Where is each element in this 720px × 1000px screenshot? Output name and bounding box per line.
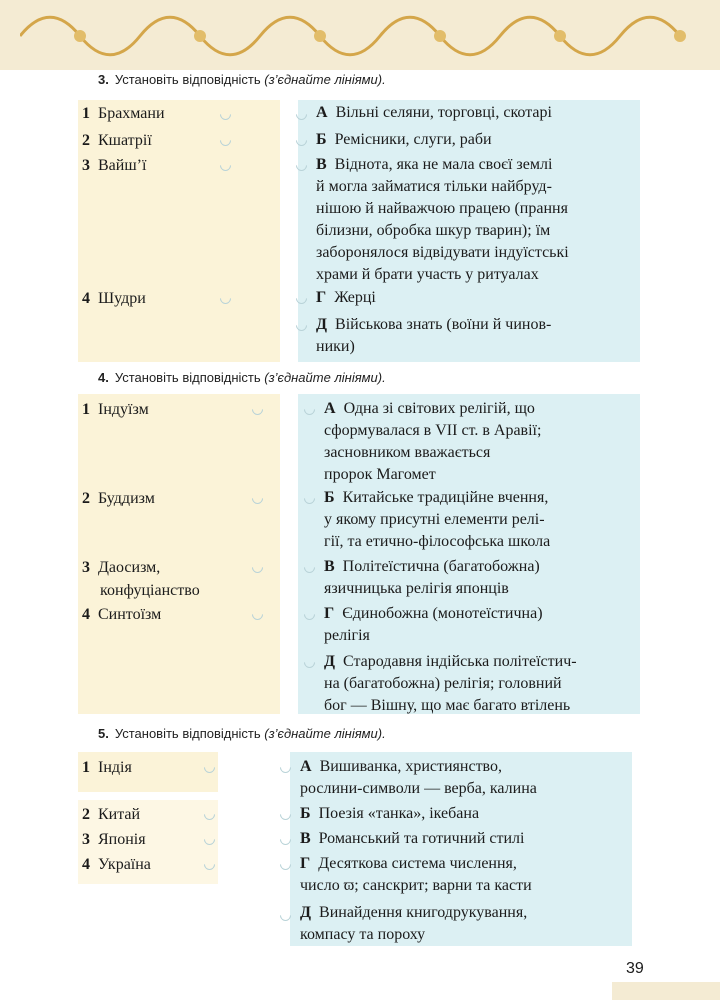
ornament-border-top <box>0 0 720 70</box>
task-5-title: 5. Установіть відповідність (з’єднайте лініями). <box>98 726 386 741</box>
task-4-right-item: Д Стародавня індійська політеїстич- на (багатобожна) релігія; головний бог — Вішну, що має багато втілень <box>324 653 577 714</box>
task-4-left-item: 2 Буддизм <box>82 490 155 507</box>
task-4-right-item: Г Єдинобожна (монотеїстична) релігія <box>324 605 543 644</box>
task-3-title: 3. Установіть відповідність (з’єднайте лініями). <box>98 72 386 87</box>
task-3-left-item: 1 Брахмани <box>82 105 165 122</box>
task-5-left-item: 2 Китай <box>82 806 141 823</box>
page-number: 39 <box>626 960 644 977</box>
task-3-right-item: Б Ремісники, слуги, раби <box>316 131 492 148</box>
task-3-right-item: В Віднота, яка не мала своєї землі й могла займатися тільки найбруд- нішою й найважчою працею (прання білизни, обробка шкур тварин); їм заборонялося відвідувати індуїстські храми й брати участь у ритуалах <box>316 156 569 283</box>
task-4-right-item: В Політеїстична (багатобожна) язичницька релігія японців <box>324 558 540 597</box>
task-5-right-item: Д Винайдення книгодрукування, компасу та пороху <box>300 904 528 943</box>
task-4-left-item: 4 Синтоїзм <box>82 606 162 623</box>
task-5-left-item: 1 Індія <box>82 759 132 776</box>
task-3-right-item: А Вільні селяни, торговці, скотарі <box>316 104 552 121</box>
task-5-left-item: 3 Японія <box>82 831 146 848</box>
task-3-right-item: Г Жерці <box>316 289 376 306</box>
task-4-right-item: Б Китайське традиційне вчення, у якому присутні елементи релі- гії, та етично-філософська школа <box>324 489 551 550</box>
task-4-title: 4. Установіть відповідність (з’єднайте лініями). <box>98 370 386 385</box>
task-3-left-item: 3 Вайш’ї <box>82 157 147 174</box>
task-3-left-item: 2 Кшатрії <box>82 132 152 149</box>
ornament-pattern-icon <box>20 6 700 66</box>
task-5-right-item: Б Поезія «танка», ікебана <box>300 805 480 822</box>
task-5-right-item: В Романський та готичний стилі <box>300 830 525 847</box>
task-3-right-item: Д Військова знать (воїни й чинов- ники) <box>316 316 552 355</box>
task-5-left-item: 4 Україна <box>82 856 151 873</box>
task-4-left-panel <box>78 394 280 714</box>
task-4-left-item: 1 Індуїзм <box>82 401 149 418</box>
ornament-border-bottom <box>612 982 720 1000</box>
task-5-right-item: А Вишиванка, християнство, рослини-символи — верба, калина <box>300 758 537 797</box>
task-5-right-item: Г Десяткова система числення, число ϖ; санскрит; варни та касти <box>300 855 532 894</box>
task-4-left-item: 3 Даосизм, конфуціанство <box>82 559 200 599</box>
task-3-left-item: 4 Шудри <box>82 290 146 307</box>
task-4-right-item: А Одна зі світових релігій, що сформувалася в VII ст. в Аравії; засновником вважається пророк Магомет <box>324 400 542 483</box>
